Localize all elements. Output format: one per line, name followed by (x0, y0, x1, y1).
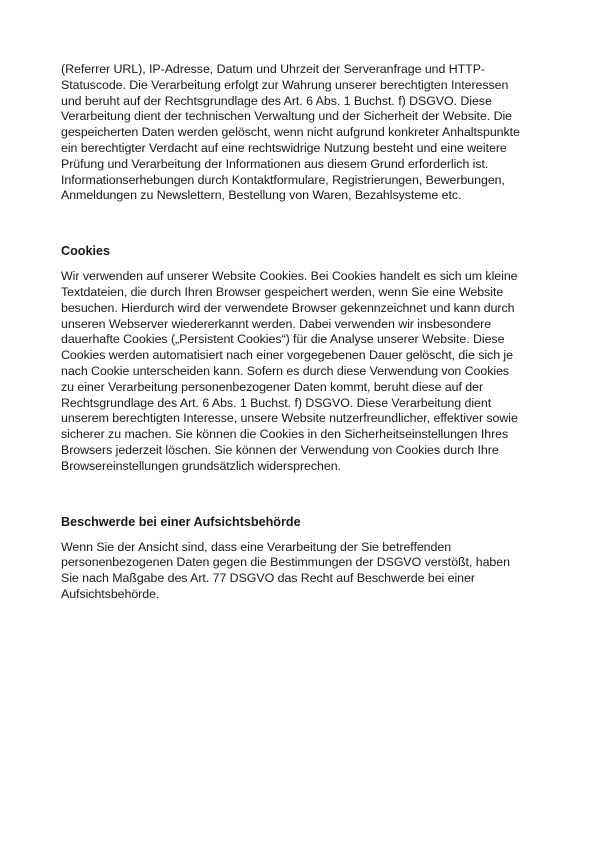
paragraph-line: ein berechtigter Verdacht auf eine rechtswidrige Nutzung besteht und eine weitere (61, 140, 507, 155)
paragraph-line: Textdateien, die durch Ihren Browser gespeichert werden, wenn Sie eine Website (61, 284, 504, 299)
paragraph-line: gespeicherten Daten werden gelöscht, wenn nicht aufgrund konkreter Anhaltspunkte (61, 125, 520, 140)
paragraph-line: zu einer Verarbeitung personenbezogener Daten kommt, beruht diese auf der (61, 379, 484, 394)
paragraph-line: personenbezogenen Daten gegen die Bestimmungen der DSGVO verstößt, haben (61, 555, 510, 570)
paragraph-line: Anmeldungen zu Newslettern, Bestellung von Waren, Bezahlsysteme etc. (61, 188, 462, 203)
cookies-paragraph (61, 269, 551, 474)
paragraph-line: nach Cookie unterscheiden kann. Sofern es durch diese Verwendung von Cookies (61, 363, 510, 378)
paragraph-line: (Referrer URL), IP-Adresse, Datum und Uhrzeit der Serveranfrage und HTTP- (61, 62, 485, 76)
heading-spacer (61, 530, 551, 540)
paragraph-line: Sie nach Maßgabe des Art. 77 DSGVO das Recht auf Beschwerde bei einer (61, 571, 475, 586)
complaint-heading: Beschwerde bei einer Aufsichtsbehörde (61, 514, 301, 529)
paragraph-line: Wir verwenden auf unserer Website Cookies. Bei Cookies handelt es sich um kleine (61, 269, 518, 284)
paragraph-line: Browsereinstellungen grundsätzlich widersprechen. (61, 458, 341, 473)
document-body (61, 62, 551, 603)
cookies-heading: Cookies (61, 244, 110, 259)
paragraph-line: unserem berechtigten Interesse, unsere Website nutzerfreundlicher, effektiver sowie (61, 411, 518, 426)
complaint-paragraph (61, 540, 551, 603)
paragraph-line: Wenn Sie der Ansicht sind, dass eine Verarbeitung der Sie betreffenden (61, 539, 452, 554)
paragraph-line: Aufsichtsbehörde. (61, 586, 160, 601)
paragraph-line: unseren Webserver wiedererkannt werden. Dabei verwenden wir insbesondere (61, 316, 492, 331)
paragraph-line: Verarbeitung dient der technischen Verwaltung und der Sicherheit der Website. Die (61, 109, 513, 124)
paragraph-line: Cookies werden automatisiert nach einer vorgegebenen Dauer gelöscht, die sich je (61, 348, 513, 363)
paragraph-line: Prüfung und Verarbeitung der Informationen aus diesem Grund erforderlich ist. (61, 156, 489, 171)
paragraph-line: besuchen. Hierdurch wird der verwendete Browser gekennzeichnet und kann durch (61, 300, 515, 315)
paragraph-line: Statuscode. Die Verarbeitung erfolgt zur Wahrung unserer berechtigten Interessen (61, 77, 509, 92)
intro-paragraph (61, 62, 551, 204)
section-spacer (61, 204, 551, 243)
paragraph-line: Informationserhebungen durch Kontaktformulare, Registrierungen, Bewerbungen, (61, 172, 505, 187)
section-spacer (61, 475, 551, 514)
paragraph-line: Rechtsgrundlage des Art. 6 Abs. 1 Buchst. f) DSGVO. Diese Verarbeitung dient (61, 395, 492, 410)
paragraph-line: sicherer zu machen. Sie können die Cookies in den Sicherheitseinstellungen Ihres (61, 427, 509, 442)
paragraph-line: dauerhafte Cookies („Persistent Cookies“) für die Analyse unserer Website. Diese (61, 332, 505, 347)
paragraph-line: und beruht auf der Rechtsgrundlage des Art. 6 Abs. 1 Buchst. f) DSGVO. Diese (61, 93, 492, 108)
paragraph-line: Browsers jederzeit löschen. Sie können der Verwendung von Cookies durch Ihre (61, 442, 499, 457)
heading-spacer (61, 259, 551, 269)
